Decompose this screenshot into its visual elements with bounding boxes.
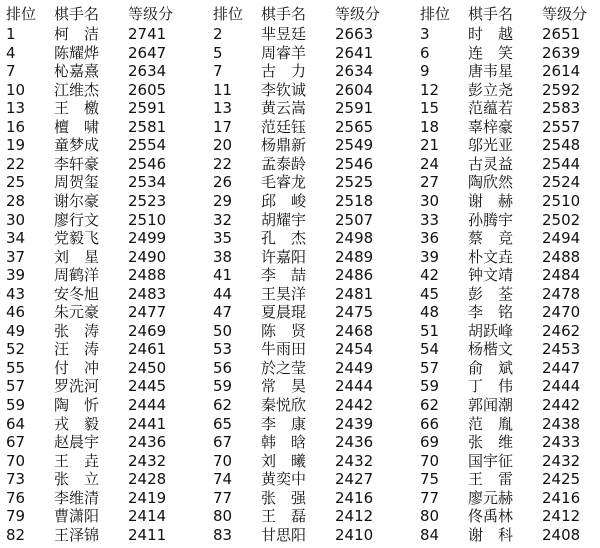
rank-cell: 50 — [213, 321, 233, 340]
rating-score: 2442 — [542, 396, 581, 414]
player-name: 童梦成 — [54, 136, 100, 155]
rank-cell: 25 — [6, 173, 26, 192]
rating-score: 2486 — [335, 266, 374, 285]
player-name: 江维杰 — [54, 80, 100, 99]
rank-cell: 22 — [6, 154, 26, 173]
player-name: 李维清 — [54, 488, 100, 507]
rating-score: 2490 — [128, 247, 167, 266]
rank-cell: 67 — [213, 433, 233, 452]
rank-cell: 59 — [6, 396, 26, 414]
rank-cell: 26 — [213, 173, 233, 192]
rank-header: 排位 — [213, 5, 244, 23]
rank-cell: 10 — [6, 80, 26, 99]
rating-score: 2444 — [128, 396, 167, 414]
rating-score: 2614 — [542, 62, 581, 81]
rank-cell: 30 — [420, 191, 440, 210]
rating-score: 2488 — [128, 266, 167, 285]
player-name: 李 喆 — [261, 266, 307, 285]
player-name: 芈昱廷 — [261, 25, 307, 43]
rank-cell: 55 — [6, 358, 26, 377]
rating-score: 2546 — [128, 154, 167, 173]
rank-cell: 77 — [213, 488, 233, 507]
rank-cell: 12 — [420, 80, 440, 99]
rank-cell: 42 — [420, 266, 440, 285]
rank-cell: 2 — [213, 25, 223, 43]
rating-score: 2525 — [335, 173, 374, 192]
rating-score: 2412 — [335, 507, 374, 526]
rating-score: 2507 — [335, 210, 374, 229]
rank-cell: 15 — [420, 99, 440, 118]
player-name: 李钦诚 — [261, 80, 307, 99]
player-name: 彭 荃 — [468, 284, 514, 303]
rank-cell: 54 — [420, 340, 440, 359]
rating-score: 2484 — [542, 266, 581, 285]
player-name: 杨鼎新 — [261, 136, 307, 155]
player-name: 韩 晗 — [261, 433, 307, 452]
rating-score: 2475 — [335, 303, 374, 322]
player-name: 牛雨田 — [261, 340, 307, 359]
rating-score: 2477 — [128, 303, 167, 322]
player-name: 王 雷 — [468, 470, 514, 489]
rating-score: 2432 — [128, 451, 167, 470]
rank-cell: 18 — [420, 117, 440, 136]
rating-score: 2647 — [128, 43, 167, 62]
rating-score: 2557 — [542, 117, 581, 136]
player-name: 蔡 竞 — [468, 229, 514, 248]
rating-score: 2447 — [542, 358, 581, 377]
rating-score: 2469 — [128, 321, 167, 340]
rank-cell: 73 — [6, 470, 26, 489]
player-name: 唐韦星 — [468, 62, 514, 81]
rank-header: 排位 — [420, 5, 451, 23]
rank-cell: 56 — [213, 358, 233, 377]
rating-score: 2427 — [335, 470, 374, 489]
rating-score: 2481 — [335, 284, 374, 303]
player-name: 杺嘉熹 — [54, 62, 100, 81]
rank-cell: 36 — [420, 229, 440, 248]
rating-score: 2641 — [335, 43, 374, 62]
rating-score: 2419 — [128, 488, 167, 507]
player-name: 钟文靖 — [468, 266, 514, 285]
rank-cell: 65 — [213, 414, 233, 433]
player-name: 陶欣然 — [468, 173, 514, 192]
rank-cell: 34 — [6, 229, 26, 248]
rank-cell: 43 — [6, 284, 26, 303]
player-name: 付 冲 — [54, 358, 100, 377]
player-name: 孙腾宇 — [468, 210, 514, 229]
rating-score: 2410 — [335, 525, 374, 544]
rating-score: 2524 — [542, 173, 581, 192]
player-name: 陈耀烨 — [54, 43, 100, 62]
rank-cell: 77 — [420, 488, 440, 507]
rating-score: 2433 — [542, 433, 581, 452]
player-name: 孟泰龄 — [261, 154, 307, 173]
player-name: 王 磊 — [261, 507, 307, 526]
player-name: 周鹤洋 — [54, 266, 100, 285]
rank-cell: 76 — [6, 488, 26, 507]
rating-score: 2604 — [335, 80, 374, 99]
player-name: 安冬旭 — [54, 284, 100, 303]
rating-score: 2549 — [335, 136, 374, 155]
rating-score: 2412 — [542, 507, 581, 526]
rank-cell: 47 — [213, 303, 233, 322]
rating-score: 2554 — [128, 136, 167, 155]
player-name: 汪 涛 — [54, 340, 100, 359]
rank-cell: 45 — [420, 284, 440, 303]
rank-cell: 22 — [213, 154, 233, 173]
player-name: 俞 斌 — [468, 358, 514, 377]
player-name: 丁 伟 — [468, 377, 514, 396]
player-name: 檀 啸 — [54, 117, 100, 136]
score-header: 等级分 — [335, 5, 381, 23]
player-name: 王泽锦 — [54, 525, 100, 544]
rating-score: 2483 — [128, 284, 167, 303]
rank-cell: 79 — [6, 507, 26, 526]
rating-score: 2449 — [335, 358, 374, 377]
player-name: 李轩豪 — [54, 154, 100, 173]
rating-score: 2510 — [542, 191, 581, 210]
player-name: 范廷钰 — [261, 117, 307, 136]
rank-cell: 30 — [6, 210, 26, 229]
rating-score: 2470 — [542, 303, 581, 322]
player-name: 谢 科 — [468, 525, 514, 544]
rating-score: 2414 — [128, 507, 167, 526]
player-name: 王昊洋 — [261, 284, 307, 303]
rank-cell: 70 — [6, 451, 26, 470]
rating-score: 2489 — [335, 247, 374, 266]
rating-score: 2425 — [542, 470, 581, 489]
player-name: 辜梓豪 — [468, 117, 514, 136]
rank-cell: 62 — [420, 396, 440, 414]
rating-score: 2499 — [128, 229, 167, 248]
player-name: 张 强 — [261, 488, 307, 507]
rank-cell: 57 — [6, 377, 26, 396]
player-name: 党毅飞 — [54, 229, 100, 248]
player-name: 刘 星 — [54, 247, 100, 266]
rank-cell: 1 — [6, 25, 16, 43]
rank-cell: 46 — [6, 303, 26, 322]
player-name: 张 维 — [468, 433, 514, 452]
rating-score: 2416 — [335, 488, 374, 507]
rating-score: 2450 — [128, 358, 167, 377]
rating-score: 2453 — [542, 340, 581, 359]
rating-score: 2462 — [542, 321, 581, 340]
rank-cell: 48 — [420, 303, 440, 322]
rank-cell: 80 — [213, 507, 233, 526]
rank-cell: 66 — [420, 414, 440, 433]
rank-cell: 35 — [213, 229, 233, 248]
rating-score: 2663 — [335, 25, 374, 43]
rating-score: 2442 — [335, 396, 374, 414]
player-name: 黄奕中 — [261, 470, 307, 489]
rank-cell: 41 — [213, 266, 233, 285]
name-header: 棋手名 — [261, 5, 307, 23]
player-name: 王 檄 — [54, 99, 100, 118]
rank-cell: 80 — [420, 507, 440, 526]
rating-score: 2454 — [335, 340, 374, 359]
rank-cell: 33 — [420, 210, 440, 229]
player-name: 甘思阳 — [261, 525, 307, 544]
rating-score: 2439 — [335, 414, 374, 433]
player-name: 陶 忻 — [54, 396, 100, 414]
rank-cell: 62 — [213, 396, 233, 414]
rating-score: 2478 — [542, 284, 581, 303]
rank-cell: 67 — [6, 433, 26, 452]
rating-score: 2565 — [335, 117, 374, 136]
rank-cell: 7 — [6, 62, 16, 81]
rank-cell: 59 — [213, 377, 233, 396]
rank-cell: 83 — [213, 525, 233, 544]
rank-cell: 37 — [6, 247, 26, 266]
player-name: 李 铭 — [468, 303, 514, 322]
rank-cell: 64 — [6, 414, 26, 433]
rating-score: 2581 — [128, 117, 167, 136]
rank-cell: 6 — [420, 43, 430, 62]
player-name: 朱元豪 — [54, 303, 100, 322]
rank-cell: 19 — [6, 136, 26, 155]
rank-cell: 70 — [420, 451, 440, 470]
rating-score: 2432 — [542, 451, 581, 470]
rating-score: 2546 — [335, 154, 374, 173]
player-name: 周贺玺 — [54, 173, 100, 192]
rating-score: 2411 — [128, 525, 167, 544]
player-name: 胡耀宇 — [261, 210, 307, 229]
player-name: 夏晨琨 — [261, 303, 307, 322]
rating-score: 2436 — [128, 433, 167, 452]
player-name: 古 力 — [261, 62, 307, 81]
rating-score: 2583 — [542, 99, 581, 118]
rating-score: 2438 — [542, 414, 581, 433]
rank-cell: 13 — [6, 99, 26, 118]
rank-cell: 3 — [420, 25, 430, 43]
rating-score: 2591 — [335, 99, 374, 118]
rating-score: 2441 — [128, 414, 167, 433]
player-name: 谢尔豪 — [54, 191, 100, 210]
rating-score: 2605 — [128, 80, 167, 99]
rank-cell: 32 — [213, 210, 233, 229]
player-name: 陈 贤 — [261, 321, 307, 340]
rank-header: 排位 — [6, 5, 37, 23]
rating-score: 2445 — [128, 377, 167, 396]
player-name: 柯 洁 — [54, 25, 100, 43]
rank-cell: 29 — [213, 191, 233, 210]
player-name: 古灵益 — [468, 154, 514, 173]
rank-cell: 13 — [213, 99, 233, 118]
rating-score: 2741 — [128, 25, 167, 43]
rating-score: 2523 — [128, 191, 167, 210]
name-header: 棋手名 — [54, 5, 100, 23]
player-name: 张 涛 — [54, 321, 100, 340]
player-name: 廖元赫 — [468, 488, 514, 507]
rank-cell: 74 — [213, 470, 233, 489]
rank-cell: 52 — [6, 340, 26, 359]
score-header: 等级分 — [542, 5, 588, 23]
player-name: 戎 毅 — [54, 414, 100, 433]
rank-cell: 49 — [6, 321, 26, 340]
player-name: 朴文垚 — [468, 247, 514, 266]
rating-score: 2544 — [542, 154, 581, 173]
player-name: 范蕴若 — [468, 99, 514, 118]
rank-cell: 44 — [213, 284, 233, 303]
rank-cell: 75 — [420, 470, 440, 489]
rating-score: 2534 — [128, 173, 167, 192]
score-header: 等级分 — [128, 5, 174, 23]
player-name: 曹潇阳 — [54, 507, 100, 526]
rank-cell: 28 — [6, 191, 26, 210]
rank-cell: 51 — [420, 321, 440, 340]
rank-cell: 70 — [213, 451, 233, 470]
rank-cell: 21 — [420, 136, 440, 155]
player-name: 赵晨宇 — [54, 433, 100, 452]
rating-score: 2408 — [542, 525, 581, 544]
player-name: 刘 曦 — [261, 451, 307, 470]
rating-score: 2651 — [542, 25, 581, 43]
name-header: 棋手名 — [468, 5, 514, 23]
player-name: 罗洗河 — [54, 377, 100, 396]
player-name: 张 立 — [54, 470, 100, 489]
rating-score: 2428 — [128, 470, 167, 489]
rating-score: 2498 — [335, 229, 374, 248]
rating-score: 2436 — [335, 433, 374, 452]
rating-score: 2634 — [335, 62, 374, 81]
rank-cell: 82 — [6, 525, 26, 544]
rank-cell: 39 — [420, 247, 440, 266]
player-name: 於之莹 — [261, 358, 307, 377]
rank-cell: 24 — [420, 154, 440, 173]
player-name: 廖行文 — [54, 210, 100, 229]
player-name: 国宇征 — [468, 451, 514, 470]
player-name: 邬光亚 — [468, 136, 514, 155]
player-name: 郭闻潮 — [468, 396, 514, 414]
player-name: 周睿羊 — [261, 43, 307, 62]
player-name: 佟禹林 — [468, 507, 514, 526]
player-name: 常 昊 — [261, 377, 307, 396]
rank-cell: 16 — [6, 117, 26, 136]
rank-cell: 20 — [213, 136, 233, 155]
rank-cell: 69 — [420, 433, 440, 452]
rating-score: 2444 — [542, 377, 581, 396]
player-name: 黄云嵩 — [261, 99, 307, 118]
rating-score: 2468 — [335, 321, 374, 340]
player-name: 范 胤 — [468, 414, 514, 433]
player-name: 王 垚 — [54, 451, 100, 470]
player-name: 彭立尧 — [468, 80, 514, 99]
rank-cell: 53 — [213, 340, 233, 359]
rank-cell: 39 — [6, 266, 26, 285]
player-name: 秦悦欣 — [261, 396, 307, 414]
rating-score: 2591 — [128, 99, 167, 118]
rating-score: 2548 — [542, 136, 581, 155]
rating-score: 2416 — [542, 488, 581, 507]
rating-score: 2461 — [128, 340, 167, 359]
rank-cell: 38 — [213, 247, 233, 266]
player-name: 胡跃峰 — [468, 321, 514, 340]
rank-cell: 7 — [213, 62, 223, 81]
player-name: 杨楷文 — [468, 340, 514, 359]
player-name: 许嘉阳 — [261, 247, 307, 266]
rank-cell: 5 — [213, 43, 223, 62]
rating-score: 2488 — [542, 247, 581, 266]
rank-cell: 27 — [420, 173, 440, 192]
rank-cell: 17 — [213, 117, 233, 136]
player-name: 邱 峻 — [261, 191, 307, 210]
rating-score: 2502 — [542, 210, 581, 229]
rating-score: 2494 — [542, 229, 581, 248]
player-name: 时 越 — [468, 25, 514, 43]
rating-score: 2639 — [542, 43, 581, 62]
player-name: 连 笑 — [468, 43, 514, 62]
rating-score: 2444 — [335, 377, 374, 396]
rating-score: 2432 — [335, 451, 374, 470]
rank-cell: 11 — [213, 80, 233, 99]
player-name: 谢 赫 — [468, 191, 514, 210]
rank-cell: 9 — [420, 62, 430, 81]
player-name: 毛睿龙 — [261, 173, 307, 192]
rating-score: 2518 — [335, 191, 374, 210]
rank-cell: 4 — [6, 43, 16, 62]
rank-cell: 57 — [420, 358, 440, 377]
rating-score: 2634 — [128, 62, 167, 81]
rating-score: 2510 — [128, 210, 167, 229]
rank-cell: 84 — [420, 525, 440, 544]
player-name: 孔 杰 — [261, 229, 307, 248]
player-name: 李 康 — [261, 414, 307, 433]
rank-cell: 59 — [420, 377, 440, 396]
rating-score: 2592 — [542, 80, 581, 99]
